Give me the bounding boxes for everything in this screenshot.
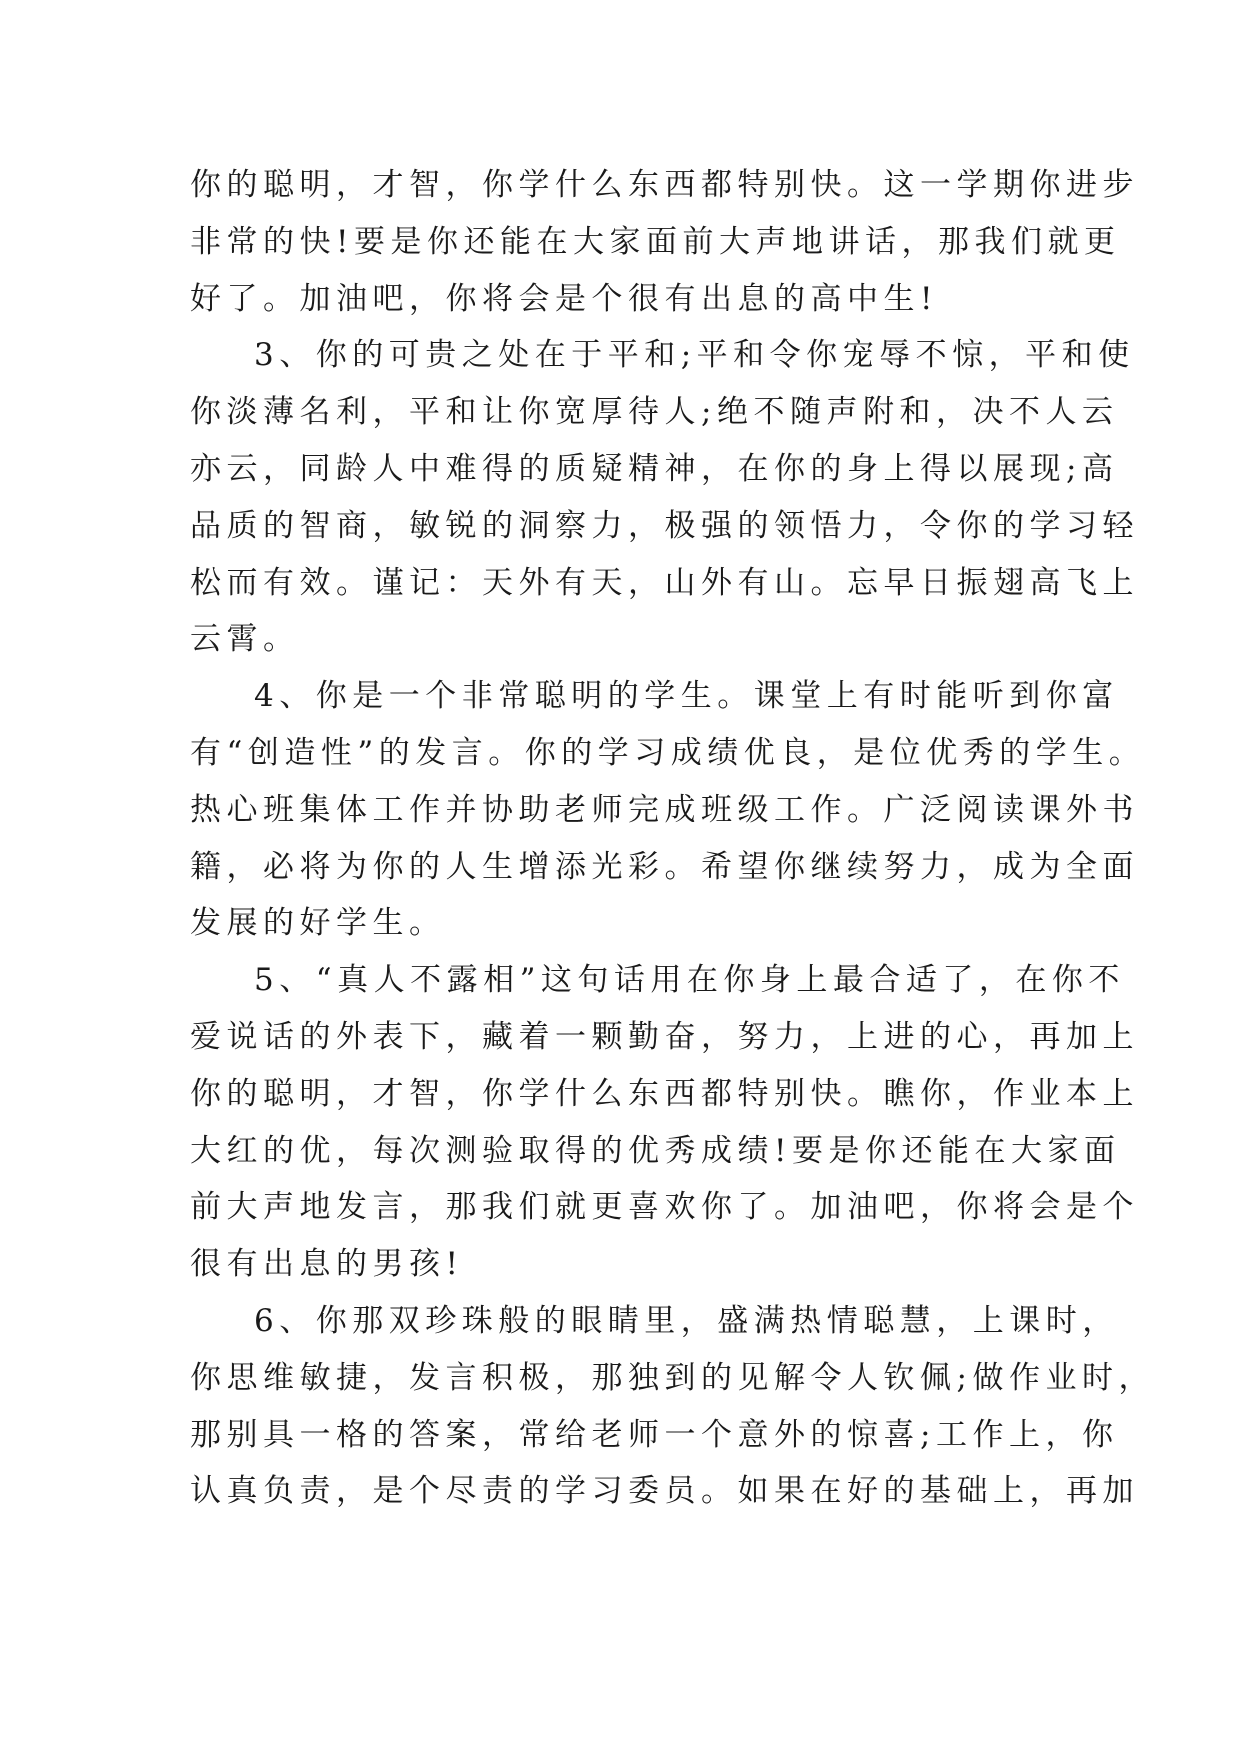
text-line: 有“创造性”的发言。你的学习成绩优良，是位优秀的学生。 xyxy=(190,734,1146,771)
document-body xyxy=(190,157,1155,1520)
text-line: 亦云，同龄人中难得的质疑精神，在你的身上得以展现;高 xyxy=(190,450,1119,487)
text-line: 大红的优，每次测验取得的优秀成绩!要是你还能在大家面 xyxy=(190,1132,1121,1169)
text-line: 籍，必将为你的人生增添光彩。希望你继续努力，成为全面 xyxy=(190,848,1139,885)
text-line: 你思维敏捷，发言积极，那独到的见解令人钦佩;做作业时， xyxy=(190,1359,1155,1396)
text-line: 好了。加油吧，你将会是个很有出息的高中生! xyxy=(190,280,938,317)
text-line: 松而有效。谨记：天外有天，山外有山。忘早日振翅高飞上 xyxy=(190,564,1139,601)
text-line: 你的聪明，才智，你学什么东西都特别快。这一学期你进步 xyxy=(190,167,1139,203)
text-line: 云霄。 xyxy=(190,621,300,658)
paragraph-first-line: 5、“真人不露相”这句话用在你身上最合适了，在你不 xyxy=(254,962,1125,999)
text-line: 非常的快!要是你还能在大家面前大声地讲话，那我们就更 xyxy=(190,223,1121,260)
text-line: 你的聪明，才智，你学什么东西都特别快。瞧你，作业本上 xyxy=(190,1075,1139,1112)
text-line: 发展的好学生。 xyxy=(190,905,446,942)
paragraph-first-line: 4、你是一个非常聪明的学生。课堂上有时能听到你富 xyxy=(254,678,1119,715)
paragraph-first-line: 6、你那双珍珠般的眼睛里，盛满热情聪慧，上课时， xyxy=(254,1302,1119,1339)
text-line: 你淡薄名利，平和让你宽厚待人;绝不随声附和，决不人云 xyxy=(190,394,1119,431)
text-line: 那别具一格的答案，常给老师一个意外的惊喜;工作上，你 xyxy=(190,1416,1119,1453)
text-line: 热心班集体工作并协助老师完成班级工作。广泛阅读课外书 xyxy=(190,791,1139,828)
text-line: 品质的智商，敏锐的洞察力，极强的领悟力，令你的学习轻 xyxy=(190,507,1139,544)
text-line: 很有出息的男孩! xyxy=(190,1246,464,1283)
text-line: 认真负责，是个尽责的学习委员。如果在好的基础上，再加 xyxy=(190,1473,1139,1510)
text-line: 爱说话的外表下，藏着一颗勤奋，努力，上进的心，再加上 xyxy=(190,1018,1139,1055)
text-line: 前大声地发言，那我们就更喜欢你了。加油吧，你将会是个 xyxy=(190,1189,1139,1226)
paragraph-first-line: 3、你的可贵之处在于平和;平和令你宠辱不惊，平和使 xyxy=(254,337,1135,374)
